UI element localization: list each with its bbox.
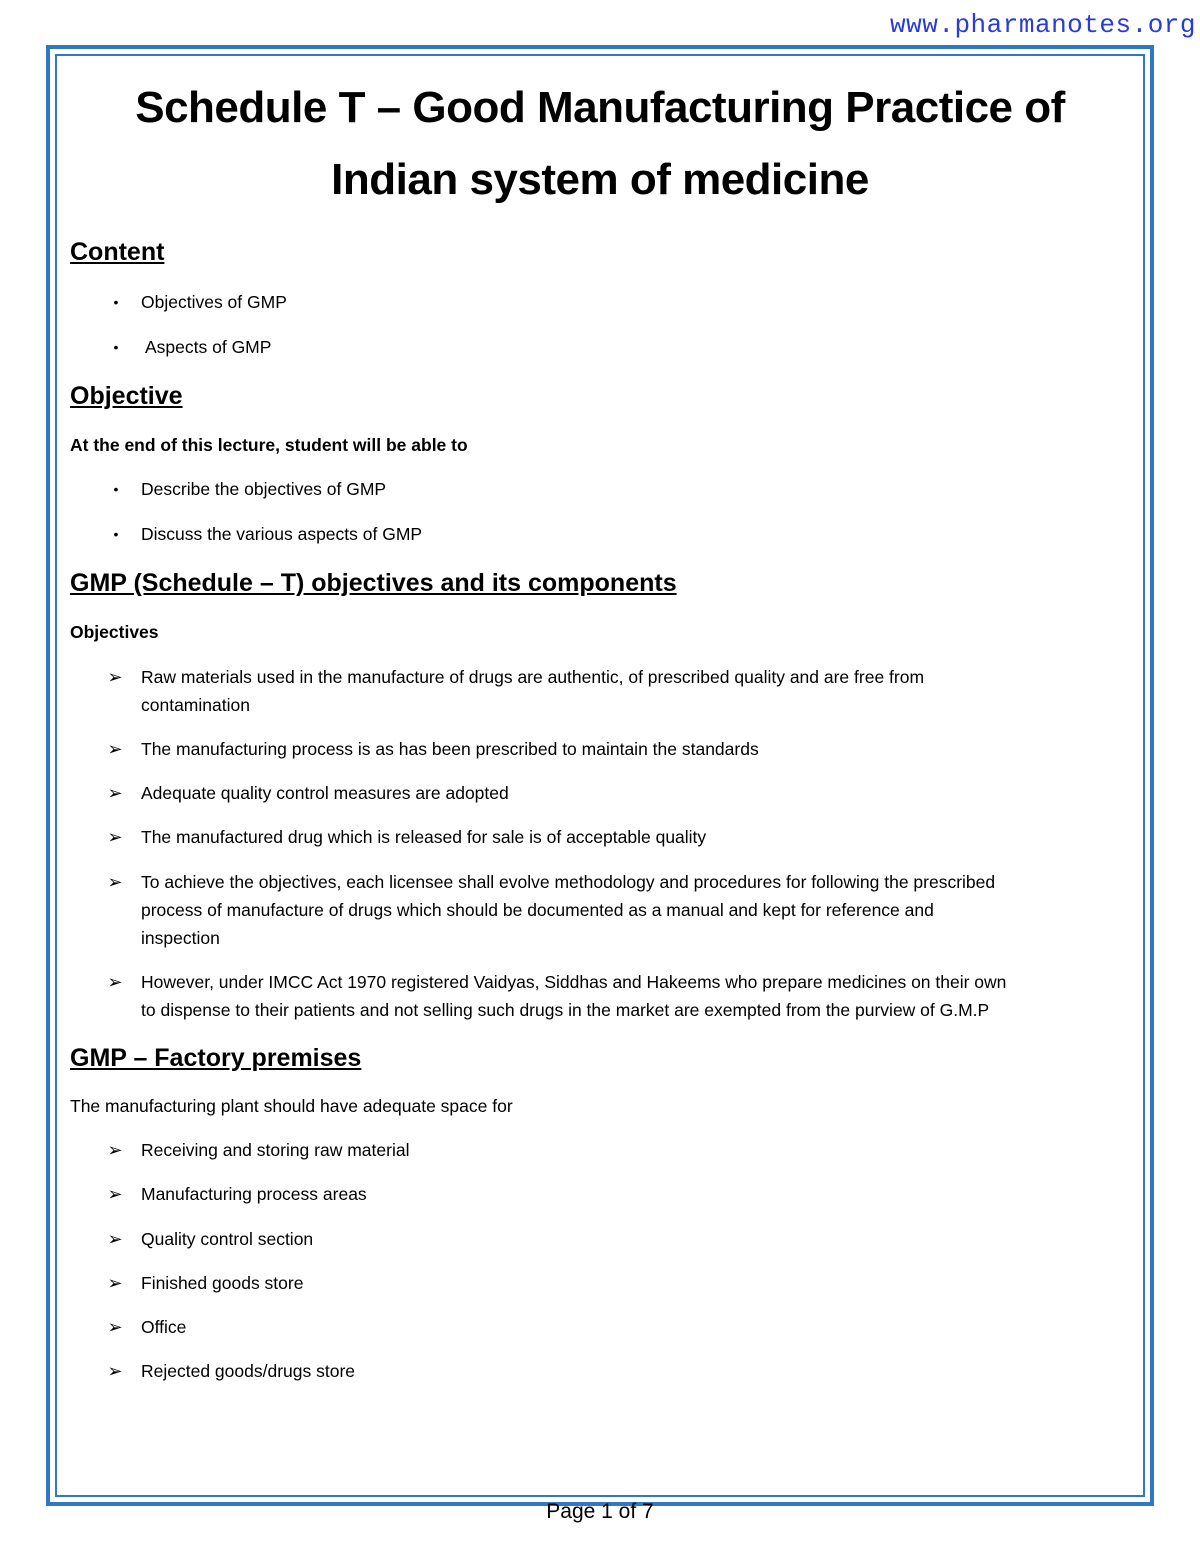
objective-heading: Objective: [70, 382, 183, 410]
document-title: [70, 72, 1130, 216]
arrow-bullet-icon: ➢: [107, 1273, 123, 1293]
title-line-2: Indian system of medicine: [331, 155, 869, 204]
arrow-bullet-icon: ➢: [107, 1361, 123, 1381]
arrow-bullet-icon: ➢: [107, 1140, 123, 1160]
list-item: • Discuss the various aspects of GMP: [70, 520, 1130, 548]
list-item: • Objectives of GMP: [70, 288, 1130, 316]
list-item: ➢ The manufactured drug which is released for sale is of acceptable quality: [70, 823, 1130, 851]
arrow-bullet-icon: ➢: [107, 827, 123, 847]
list-item: ➢ Receiving and storing raw material: [70, 1136, 1130, 1164]
arrow-bullet-icon: ➢: [107, 667, 123, 687]
arrow-bullet-icon: ➢: [107, 972, 123, 992]
arrow-bullet-icon: ➢: [107, 872, 123, 892]
gmp-objectives-subheading: Objectives: [70, 622, 159, 642]
arrow-bullet-icon: ➢: [107, 1184, 123, 1204]
bullet-icon: •: [113, 481, 119, 497]
list-item: ➢ To achieve the objectives, each licensee shall evolve methodology and procedures for following the prescribed process of manufacture of drugs which should be documented as a manual and kept for reference and inspection: [70, 868, 1130, 952]
arrow-bullet-icon: ➢: [107, 1229, 123, 1249]
list-item: ➢ The manufacturing process is as has been prescribed to maintain the standards: [70, 735, 1130, 763]
gmp-objectives-list: [70, 663, 1130, 1024]
list-item: ➢ Office: [70, 1313, 1130, 1341]
title-line-1: Schedule T – Good Manufacturing Practice of: [135, 83, 1065, 132]
list-item: • Aspects of GMP: [70, 333, 1130, 361]
factory-premises-list: [70, 1136, 1130, 1385]
content-heading: Content: [70, 238, 165, 266]
objective-list: [70, 475, 1130, 548]
list-item: ➢ Manufacturing process areas: [70, 1180, 1130, 1208]
arrow-bullet-icon: ➢: [107, 1317, 123, 1337]
page-number: Page 1 of 7: [546, 1500, 654, 1523]
bullet-icon: •: [113, 294, 119, 310]
list-item: ➢ However, under IMCC Act 1970 registered Vaidyas, Siddhas and Hakeems who prepare medicines on their own to dispense to their patients and not selling such drugs in the market are exempted from the purview of G.M.P: [70, 968, 1130, 1024]
factory-premises-heading: GMP – Factory premises: [70, 1044, 362, 1072]
list-item: • Describe the objectives of GMP: [70, 475, 1130, 503]
arrow-bullet-icon: ➢: [107, 783, 123, 803]
list-item: ➢ Quality control section: [70, 1225, 1130, 1253]
bullet-icon: •: [113, 339, 119, 355]
list-item: ➢ Raw materials used in the manufacture of drugs are authentic, of prescribed quality and are free from contamination: [70, 663, 1130, 719]
list-item: ➢ Adequate quality control measures are adopted: [70, 779, 1130, 807]
watermark-url[interactable]: www.pharmanotes.org: [890, 10, 1196, 40]
objective-intro: At the end of this lecture, student will be able to: [70, 435, 468, 455]
content-list: [70, 288, 1130, 361]
gmp-objectives-heading: GMP (Schedule – T) objectives and its components: [70, 569, 677, 597]
factory-premises-intro: The manufacturing plant should have adequate space for: [70, 1096, 513, 1116]
document-body: [70, 72, 1130, 1385]
arrow-bullet-icon: ➢: [107, 739, 123, 759]
list-item: ➢ Finished goods store: [70, 1269, 1130, 1297]
bullet-icon: •: [113, 526, 119, 542]
list-item: ➢ Rejected goods/drugs store: [70, 1357, 1130, 1385]
